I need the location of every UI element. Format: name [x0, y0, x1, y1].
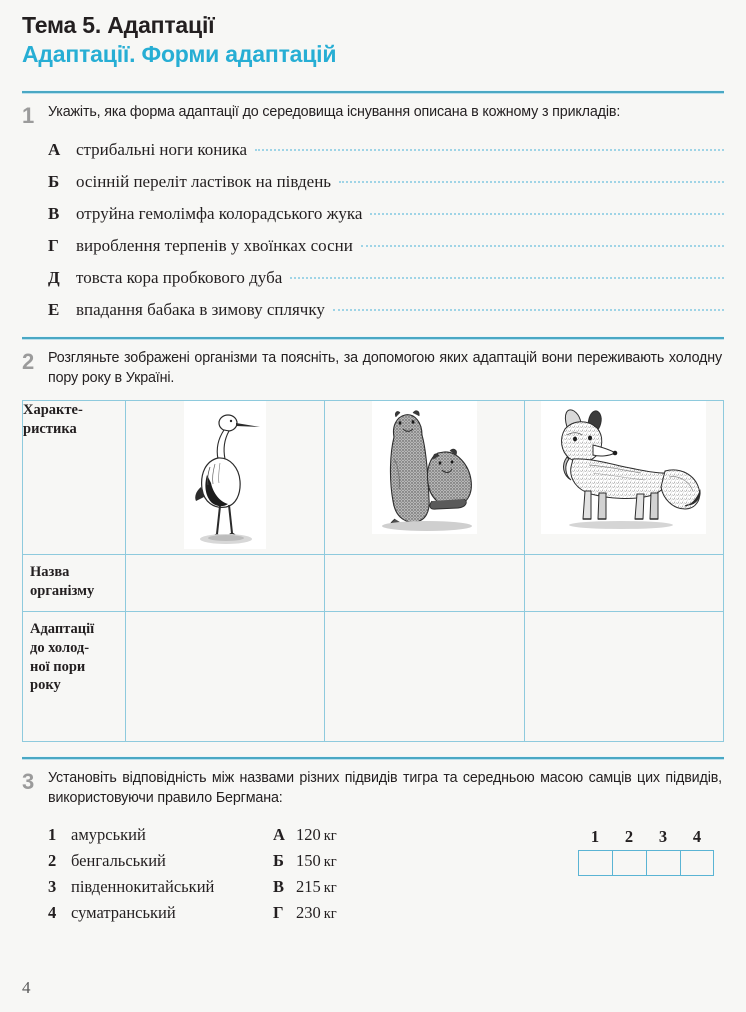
answer-grid-header: 2 [624, 826, 634, 846]
answer-cell-name-3[interactable] [524, 555, 723, 612]
list-item[interactable] [48, 236, 724, 256]
item-text: амурський [71, 824, 146, 844]
list-item[interactable] [273, 903, 453, 923]
row-header-adaptations: Адаптації до холод- ної пори року [23, 612, 126, 742]
item-unit: кг [323, 905, 337, 922]
list-item[interactable] [48, 825, 273, 845]
question-3 [22, 769, 724, 808]
question-1-prompt: Укажіть, яка форма адаптації до середовища існування описана в кожному з прикладів: [48, 103, 621, 120]
answer-grid-headers [578, 827, 714, 850]
marmot-illustration [372, 401, 477, 534]
answer-blank-line[interactable] [255, 149, 724, 151]
answer-cell-adaptation-2[interactable] [325, 612, 524, 742]
item-key: 3 [48, 876, 57, 896]
divider-question-2 [22, 336, 724, 340]
answer-blank-line[interactable] [361, 245, 724, 247]
list-item[interactable] [48, 268, 724, 288]
answer-grid-cell-2[interactable] [612, 850, 646, 876]
divider-question-3 [22, 756, 724, 760]
question-2-number: 2 [22, 348, 35, 374]
item-text: бенгальський [71, 850, 166, 870]
question-1-number: 1 [22, 102, 35, 128]
item-unit: кг [323, 853, 337, 870]
list-item[interactable] [273, 877, 453, 897]
list-item[interactable] [48, 204, 724, 224]
item-value: 215 [296, 876, 321, 896]
item-key: А [273, 824, 285, 844]
question-1-answer-list [22, 140, 724, 320]
row-header-organism-name: Назва організму [23, 555, 126, 612]
page-title: Тема 5. Адаптації [22, 12, 215, 38]
list-item[interactable] [48, 903, 273, 923]
worksheet-page [0, 12, 746, 1012]
item-key: 4 [48, 902, 57, 922]
question-3-number: 3 [22, 769, 35, 795]
table-row-adaptations [23, 612, 724, 742]
item-value: 230 [296, 902, 321, 922]
answer-grid-header: 4 [692, 826, 702, 846]
item-unit: кг [323, 827, 337, 844]
list-item[interactable] [48, 140, 724, 160]
stork-illustration [184, 401, 266, 549]
list-item[interactable] [48, 851, 273, 871]
page-number: 4 [22, 978, 31, 997]
item-letter: Б [48, 171, 60, 191]
answer-blank-line[interactable] [333, 309, 724, 311]
item-letter: Е [48, 299, 60, 319]
item-text: суматранський [71, 902, 176, 922]
item-value: 120 [296, 824, 321, 844]
item-text: впадання бабака в зимову сплячку [76, 299, 325, 319]
divider-question-1 [22, 90, 724, 94]
organism-cell-marmot [325, 401, 524, 555]
answer-grid-header: 3 [658, 826, 668, 846]
answer-cell-name-1[interactable] [126, 555, 325, 612]
table-row-organism-name [23, 555, 724, 612]
question-2 [22, 349, 724, 388]
item-letter: В [48, 203, 60, 223]
question-3-prompt: Установіть відповідність між назвами різних підвидів тигра та середньою масою самців цих підвидів, використовуючи правило Бергмана: [48, 770, 722, 807]
answer-grid-cell-3[interactable] [646, 850, 680, 876]
answer-blank-line[interactable] [370, 213, 724, 215]
list-item[interactable] [273, 825, 453, 845]
fox-illustration [541, 401, 706, 534]
organism-cell-fox [524, 401, 723, 555]
item-key: 1 [48, 824, 57, 844]
item-unit: кг [323, 879, 337, 896]
organisms-table [22, 400, 724, 742]
item-key: Г [273, 902, 284, 922]
item-key: 2 [48, 850, 57, 870]
answer-cell-adaptation-1[interactable] [126, 612, 325, 742]
table-row-images [23, 401, 724, 555]
answer-blank-line[interactable] [339, 181, 724, 183]
match-right-column [273, 825, 453, 923]
answer-grid-header: 1 [590, 826, 600, 846]
item-text: отруйна гемолімфа колорадського жука [76, 203, 363, 223]
item-letter: Г [48, 235, 59, 255]
item-text: осінній переліт ластівок на південь [76, 171, 332, 191]
item-key: В [273, 876, 285, 896]
item-text: товста кора пробкового дуба [76, 267, 283, 287]
item-letter: А [48, 139, 61, 159]
item-value: 150 [296, 850, 321, 870]
list-item[interactable] [48, 300, 724, 320]
question-3-matching [22, 825, 724, 923]
answer-grid-cell-4[interactable] [680, 850, 714, 876]
answer-cell-adaptation-3[interactable] [524, 612, 723, 742]
item-key: Б [273, 850, 284, 870]
answer-grid-cell-1[interactable] [578, 850, 612, 876]
question-2-prompt: Розгляньте зображені організми та поясніть, за допомогою яких адаптацій вони переживають холодну пору року в Україні. [48, 349, 722, 386]
answer-blank-line[interactable] [290, 277, 724, 279]
list-item[interactable] [48, 172, 724, 192]
item-text: вироблення терпенів у хвоїнках сосни [76, 235, 353, 255]
section-title: Адаптації. Форми адаптацій [22, 41, 337, 68]
list-item[interactable] [48, 877, 273, 897]
answer-cell-name-2[interactable] [325, 555, 524, 612]
row-header-characteristic: Характе- ристика [23, 401, 126, 555]
item-text: стрибальні ноги коника [76, 139, 247, 159]
question-1 [22, 103, 724, 127]
answer-grid [578, 825, 724, 876]
match-left-column [48, 825, 273, 923]
item-text: південнокитайський [71, 876, 215, 896]
item-letter: Д [48, 267, 60, 287]
list-item[interactable] [273, 851, 453, 871]
organism-cell-stork [126, 401, 325, 555]
answer-grid-cells [578, 850, 714, 876]
